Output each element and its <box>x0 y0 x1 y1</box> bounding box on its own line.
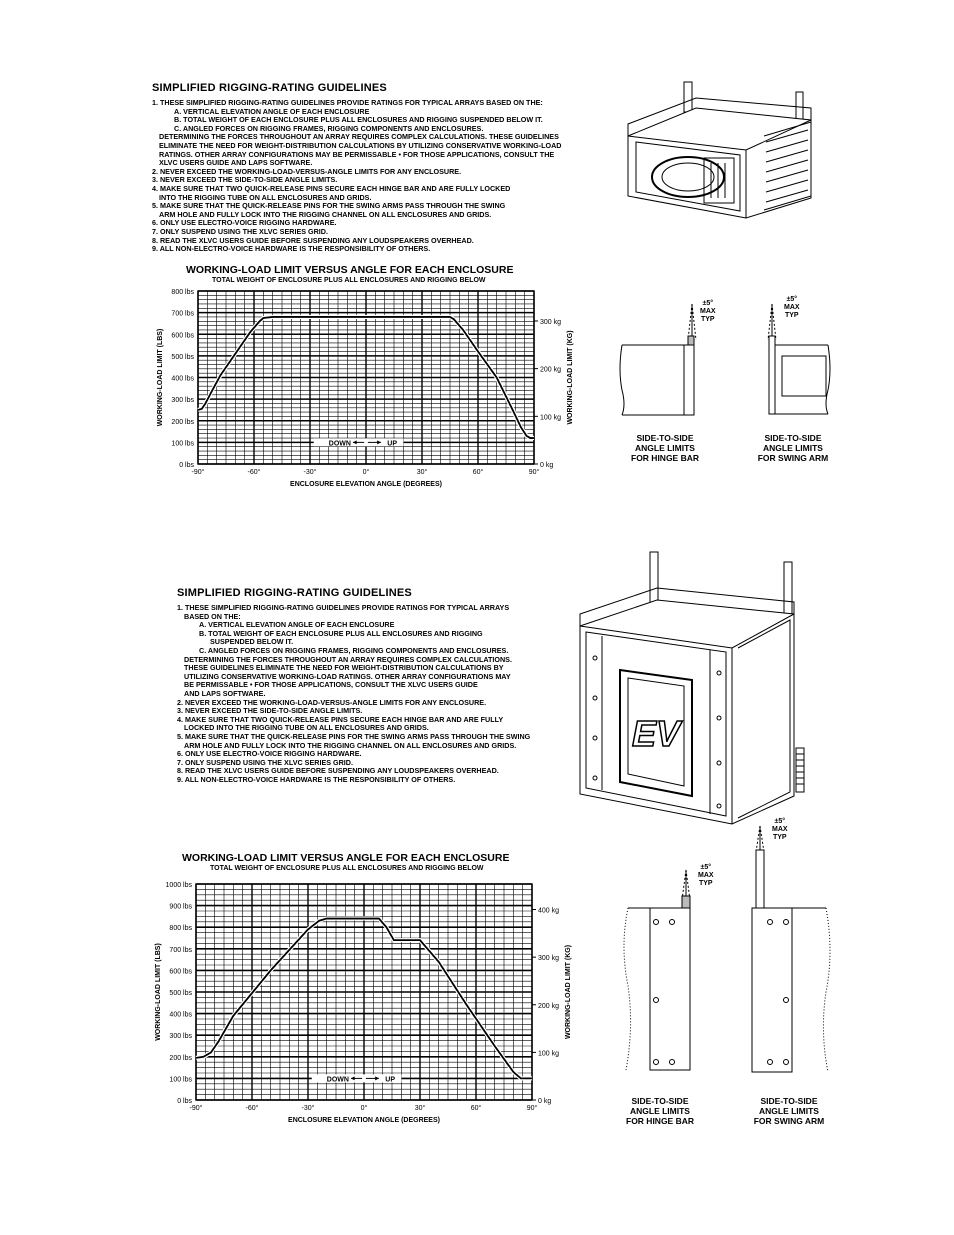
y2-tick-label: 300 kg <box>538 955 560 963</box>
swing-arm-caption-1 <box>748 433 838 463</box>
y-tick-label: 800 lbs <box>169 925 192 933</box>
guideline-line: C. ANGLED FORCES ON RIGGING FRAMES, RIGGING COMPONENTS AND ENCLOSURES. <box>174 123 484 133</box>
guideline-line: DETERMINING THE FORCES THROUGHOUT AN ARRAY REQUIRES COMPLEX CALCULATIONS. THESE GUIDELINES <box>159 132 559 142</box>
deg-value: ±5° <box>702 300 714 307</box>
y-tick-label: 1000 lbs <box>165 882 192 889</box>
y-tick-label: 700 lbs <box>171 310 194 318</box>
guideline-line: 8. READ THE XLVC USERS GUIDE BEFORE SUSPENDING ANY LOUDSPEAKERS OVERHEAD. <box>152 235 474 245</box>
guideline-line: ELIMINATE THE NEED FOR WEIGHT-DISTRIBUTION CALCULATIONS BY UTILIZING CONSERVATIVE WORKING-LOAD <box>159 140 562 150</box>
y-tick-label: 500 lbs <box>169 990 192 997</box>
guideline-line: 7. ONLY SUSPEND USING THE XLVC SERIES GRID. <box>177 757 353 767</box>
guideline-line: 9. ALL NON-ELECTRO-VOICE HARDWARE IS THE RESPONSIBILITY OF OTHERS. <box>152 244 431 254</box>
caption-line: FOR HINGE BAR <box>626 1116 694 1126</box>
x-tick-label: -60° <box>247 469 261 476</box>
y-tick-label: 300 lbs <box>171 397 194 405</box>
guideline-line: THESE GUIDELINES ELIMINATE THE NEED FOR WEIGHT-DISTRIBUTION CALCULATIONS BY <box>184 663 504 673</box>
caption-line: FOR SWING ARM <box>753 1116 825 1126</box>
caption-line: ANGLE LIMITS <box>635 443 695 453</box>
y2-tick-label: 200 kg <box>540 366 562 374</box>
guideline-line: ARM HOLE AND FULLY LOCK INTO THE RIGGING CHANNEL ON ALL ENCLOSURES AND GRIDS. <box>184 740 517 750</box>
deg-typ: TYP <box>698 880 713 887</box>
guideline-line: 1. THESE SIMPLIFIED RIGGING-RATING GUIDELINES PROVIDE RATINGS FOR TYPICAL ARRAYS BASED ON THE: <box>152 98 543 107</box>
y-tick-label: 800 lbs <box>171 289 194 296</box>
y-tick-label: 500 lbs <box>171 353 194 361</box>
guideline-line: 6. ONLY USE ELECTRO-VOICE RIGGING HARDWARE. <box>177 749 362 759</box>
guideline-line: UTILIZING CONSERVATIVE WORKING-LOAD RATINGS. OTHER ARRAY CONFIGURATIONS MAY <box>184 671 511 681</box>
deg-max: MAX <box>784 304 800 311</box>
deg-max: MAX <box>772 826 788 833</box>
y-tick-label: 400 lbs <box>169 1011 192 1019</box>
y2-tick-label: 400 kg <box>538 907 560 915</box>
y2-axis-label: WORKING-LOAD LIMIT (KG) <box>565 944 572 1040</box>
hinge-bar-caption-1 <box>620 433 710 463</box>
x-tick-label: -90° <box>189 1105 203 1112</box>
caption-line: SIDE-TO-SIDE <box>764 433 822 443</box>
guideline-line: 2. NEVER EXCEED THE WORKING-LOAD-VERSUS-ANGLE LIMITS FOR ANY ENCLOSURE. <box>177 697 487 707</box>
y2-tick-label: 300 kg <box>540 318 562 326</box>
guideline-line: SUSPENDED BELOW IT. <box>210 637 294 647</box>
x-tick-label: -60° <box>245 1105 259 1112</box>
guideline-line: RATINGS. OTHER ARRAY CONFIGURATIONS MAY BE PERMISSABLE • FOR THOSE APPLICATIONS, CONSULT THE <box>159 149 555 159</box>
deg-typ: TYP <box>772 834 787 841</box>
guideline-line: 4. MAKE SURE THAT TWO QUICK-RELEASE PINS SECURE EACH HINGE BAR AND ARE FULLY <box>177 714 504 724</box>
angle-limit-label-hinge-2 <box>698 864 714 888</box>
guideline-line: B. TOTAL WEIGHT OF EACH ENCLOSURE PLUS ALL ENCLOSURES AND RIGGING SUSPENDED BELOW IT. <box>174 115 543 125</box>
y2-tick-label: 100 kg <box>538 1050 560 1058</box>
guideline-line: 5. MAKE SURE THAT THE QUICK-RELEASE PINS FOR THE SWING ARMS PASS THROUGH THE SWING <box>177 731 531 741</box>
guideline-line: 2. NEVER EXCEED THE WORKING-LOAD-VERSUS-ANGLE LIMITS FOR ANY ENCLOSURE. <box>152 166 462 176</box>
x-tick-label: 90° <box>528 469 540 476</box>
working-load-chart-1 <box>148 282 588 492</box>
swing-arm-caption-2 <box>744 1096 834 1126</box>
x-axis-label: ENCLOSURE ELEVATION ANGLE (DEGREES) <box>288 1117 440 1124</box>
guideline-line: A. VERTICAL ELEVATION ANGLE OF EACH ENCLOSURE <box>174 106 370 116</box>
guideline-line: AND LAPS SOFTWARE. <box>184 688 266 698</box>
enclosure-illustration-large <box>562 548 822 828</box>
chart-1-subtitle: TOTAL WEIGHT OF ENCLOSURE PLUS ALL ENCLOSURES AND RIGGING BELOW <box>212 277 486 284</box>
x-tick-label: 60° <box>470 1105 482 1112</box>
x-tick-label: -90° <box>191 469 205 476</box>
angle-limit-label-swing-1 <box>784 296 800 320</box>
angle-limit-label-swing-2 <box>772 818 788 842</box>
guideline-line: 8. READ THE XLVC USERS GUIDE BEFORE SUSPENDING ANY LOUDSPEAKERS OVERHEAD. <box>177 766 499 776</box>
enclosure-illustration-small <box>616 78 826 223</box>
guideline-line: BE PERMISSABLE • FOR THOSE APPLICATIONS, CONSULT THE XLVC USERS GUIDE <box>184 680 478 690</box>
caption-line: SIDE-TO-SIDE <box>631 1096 689 1106</box>
caption-line: FOR HINGE BAR <box>631 453 699 463</box>
x-tick-label: 90° <box>526 1105 538 1112</box>
guideline-line: XLVC USERS GUIDE AND LAPS SOFTWARE. <box>159 158 313 168</box>
guideline-line: 1. THESE SIMPLIFIED RIGGING-RATING GUIDELINES PROVIDE RATINGS FOR TYPICAL ARRAYS <box>177 603 510 612</box>
y-tick-label: 100 lbs <box>171 440 194 448</box>
y-tick-label: 400 lbs <box>171 375 194 383</box>
x-tick-label: 0° <box>360 1105 368 1112</box>
y2-tick-label: 100 kg <box>540 414 562 422</box>
section-1-heading: SIMPLIFIED RIGGING-RATING GUIDELINES <box>152 82 387 94</box>
x-tick-label: 30° <box>416 469 428 476</box>
guideline-line: A. VERTICAL ELEVATION ANGLE OF EACH ENCLOSURE <box>199 620 395 630</box>
chart-2-title: WORKING-LOAD LIMIT VERSUS ANGLE FOR EACH ENCLOSURE <box>182 852 510 864</box>
x-axis-label: ENCLOSURE ELEVATION ANGLE (DEGREES) <box>290 481 442 488</box>
guideline-line: 7. ONLY SUSPEND USING THE XLVC SERIES GRID. <box>152 226 328 236</box>
guideline-line: 6. ONLY USE ELECTRO-VOICE RIGGING HARDWARE. <box>152 218 337 228</box>
y-tick-label: 0 lbs <box>177 1098 192 1105</box>
deg-value: ±5° <box>786 296 798 303</box>
y-tick-label: 200 lbs <box>169 1054 192 1062</box>
up-label: UP <box>385 1076 396 1084</box>
working-load-chart-2 <box>148 870 588 1132</box>
down-label: DOWN <box>326 1076 349 1084</box>
y-tick-label: 600 lbs <box>171 332 194 340</box>
guideline-line: ARM HOLE AND FULLY LOCK INTO THE RIGGING CHANNEL ON ALL ENCLOSURES AND GRIDS. <box>159 209 492 219</box>
guideline-line: 3. NEVER EXCEED THE SIDE-TO-SIDE ANGLE LIMITS. <box>152 175 338 185</box>
guideline-line: 9. ALL NON-ELECTRO-VOICE HARDWARE IS THE RESPONSIBILITY OF OTHERS. <box>177 774 456 784</box>
guideline-line: 5. MAKE SURE THAT THE QUICK-RELEASE PINS FOR THE SWING ARMS PASS THROUGH THE SWING <box>152 201 506 211</box>
guideline-line: BASED ON THE: <box>184 611 241 621</box>
guideline-line: 4. MAKE SURE THAT TWO QUICK-RELEASE PINS SECURE EACH HINGE BAR AND ARE FULLY LOCKED <box>152 183 511 193</box>
chart-2-subtitle: TOTAL WEIGHT OF ENCLOSURE PLUS ALL ENCLOSURES AND RIGGING BELOW <box>210 865 484 872</box>
caption-line: SIDE-TO-SIDE <box>760 1096 818 1106</box>
guideline-line: B. TOTAL WEIGHT OF EACH ENCLOSURE PLUS ALL ENCLOSURES AND RIGGING <box>199 628 483 638</box>
caption-line: FOR SWING ARM <box>757 453 829 463</box>
deg-typ: TYP <box>784 312 799 319</box>
guideline-line: LOCKED INTO THE RIGGING TUBE ON ALL ENCLOSURES AND GRIDS. <box>184 723 429 733</box>
deg-max: MAX <box>698 872 714 879</box>
swing-arm-detail-2 <box>746 822 836 1092</box>
y-tick-label: 900 lbs <box>169 903 192 911</box>
caption-line: SIDE-TO-SIDE <box>636 433 694 443</box>
x-tick-label: 30° <box>414 1105 426 1112</box>
section-2-guidelines <box>177 604 530 784</box>
y2-tick-label: 0 kg <box>538 1098 552 1105</box>
hinge-bar-caption-2 <box>616 1096 704 1126</box>
y2-tick-label: 0 kg <box>540 462 554 469</box>
y-tick-label: 600 lbs <box>169 968 192 976</box>
hinge-bar-detail-2 <box>614 866 704 1076</box>
down-label: DOWN <box>328 440 351 448</box>
y-tick-label: 200 lbs <box>171 418 194 426</box>
y2-axis-label: WORKING-LOAD LIMIT (KG) <box>567 330 574 425</box>
x-tick-label: 60° <box>472 469 484 476</box>
guideline-line: DETERMINING THE FORCES THROUGHOUT AN ARRAY REQUIRES COMPLEX CALCULATIONS. <box>184 654 512 664</box>
y-axis-label: WORKING-LOAD LIMIT (LBS) <box>157 328 164 427</box>
up-label: UP <box>387 440 398 448</box>
guideline-line: C. ANGLED FORCES ON RIGGING FRAMES, RIGGING COMPONENTS AND ENCLOSURES. <box>199 645 509 655</box>
deg-value: ±5° <box>774 818 786 825</box>
y-axis-label: WORKING-LOAD LIMIT (LBS) <box>155 943 162 1041</box>
deg-max: MAX <box>700 308 716 315</box>
y-tick-label: 0 lbs <box>179 462 194 469</box>
y-tick-label: 300 lbs <box>169 1033 192 1041</box>
caption-line: ANGLE LIMITS <box>630 1106 690 1116</box>
x-tick-label: 0° <box>362 469 370 476</box>
chart-1-title: WORKING-LOAD LIMIT VERSUS ANGLE FOR EACH ENCLOSURE <box>186 264 514 276</box>
section-1-guidelines <box>152 99 562 254</box>
y2-tick-label: 200 kg <box>538 1002 560 1010</box>
deg-value: ±5° <box>700 864 712 871</box>
deg-typ: TYP <box>700 316 715 323</box>
section-2-heading: SIMPLIFIED RIGGING-RATING GUIDELINES <box>177 587 412 599</box>
svg-text:EV: EV <box>631 713 681 754</box>
caption-line: ANGLE LIMITS <box>759 1106 819 1116</box>
guideline-line: 3. NEVER EXCEED THE SIDE-TO-SIDE ANGLE LIMITS. <box>177 706 363 716</box>
y-tick-label: 700 lbs <box>169 946 192 954</box>
x-tick-label: -30° <box>301 1105 315 1112</box>
caption-line: ANGLE LIMITS <box>763 443 823 453</box>
angle-limit-label-hinge-1 <box>700 300 716 324</box>
guideline-line: INTO THE RIGGING TUBE ON ALL ENCLOSURES AND GRIDS. <box>159 192 372 202</box>
y-tick-label: 100 lbs <box>169 1076 192 1084</box>
x-tick-label: -30° <box>303 469 317 476</box>
